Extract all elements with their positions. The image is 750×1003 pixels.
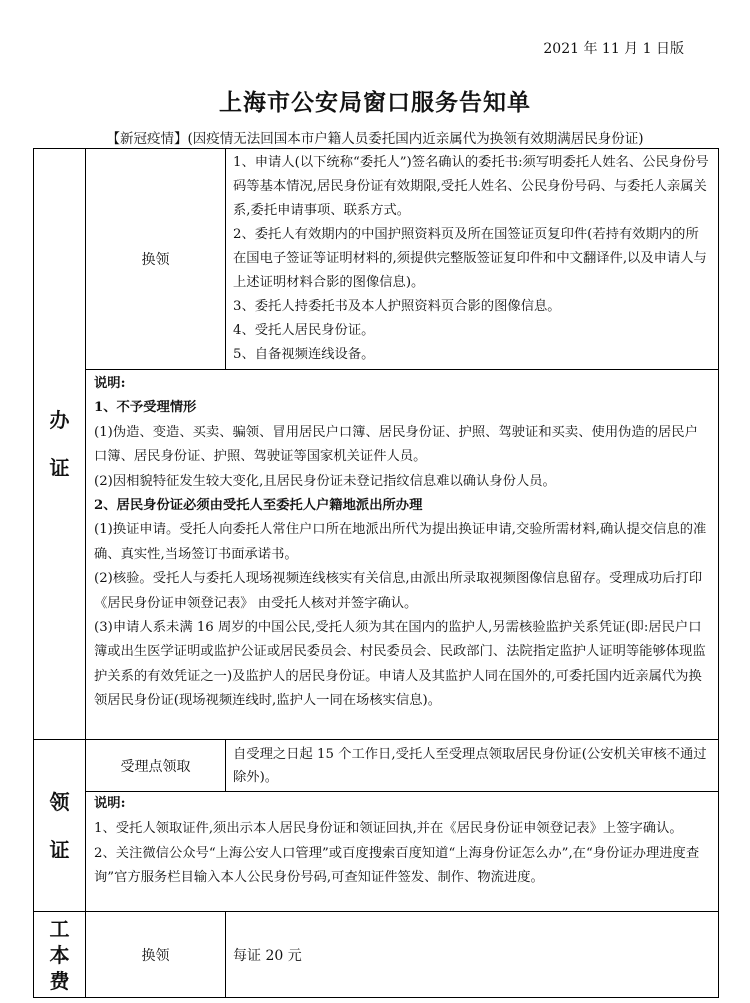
fee-amount: 每证 20 元 [226,912,719,998]
page-subtitle: 【新冠疫情】(因疫情无法回国本市户籍人员委托国内近亲属代为换领有效期满居民身份证) [106,131,644,147]
notes-title: 说明: [94,376,126,391]
apply-label-char-1: 办 [49,408,70,432]
service-notice-table [33,148,719,998]
materials-list [226,149,719,370]
notes-title: 说明: [94,796,126,811]
receive-label-char-1: 领 [49,789,70,814]
apply-section-label [34,149,86,740]
notes-paragraph: (1)换证申请。受托人向委托人常住户口所在地派出所代为提出换证申请,交验所需材料,确认提交信息的准确、真实性,当场签订书面承诺书。 [94,522,707,562]
notes-paragraph: 1、受托人领取证件,须出示本人居民身份证和领证回执,并在《居民身份证申领登记表》上签字确认。 [94,820,683,836]
notes-heading: 2、居民身份证必须由受托人至委托人户籍地派出所办理 [94,498,423,514]
fee-label-char-1: 工 [49,916,70,941]
material-item: 2、委托人有效期内的中国护照资料页及所在国签证页复印件(若持有效期内的所在国电子签证等证明材料的,须提供完整版签证复印件和中文翻译件,以及申请人与上述证明材料合影的图像信息)。 [233,227,707,290]
material-item: 5、自备视频连线设备。 [233,347,375,362]
apply-notes [86,370,719,740]
material-item: 4、受托人居民身份证。 [233,323,375,338]
apply-category: 换领 [86,149,226,370]
apply-label-char-2: 证 [49,456,70,480]
fee-label-char-3: 费 [49,968,70,993]
receive-detail: 自受理之日起 15 个工作日,受托人至受理点领取居民身份证(公安机关审核不通过除外)。 [226,740,719,792]
material-item: 3、委托人持委托书及本人护照资料页合影的图像信息。 [233,299,561,314]
fee-section-label [34,912,86,998]
version-date: 2021 年 11 月 1 日版 [543,41,684,57]
fee-category: 换领 [86,912,226,998]
notes-heading: 1、不予受理情形 [94,400,197,416]
notes-paragraph: (1)伪造、变造、买卖、骗领、冒用居民户口簿、居民身份证、护照、驾驶证和买卖、使用伪造的居民户口簿、居民身份证、护照、驾驶证等国家机关证件人员。 [94,424,698,465]
fee-label-char-2: 本 [49,942,70,967]
receive-section-label [34,740,86,912]
material-item: 1、申请人(以下统称“委托人”)签名确认的委托书:须写明委托人姓名、公民身份号码等基本情况,居民身份证有效期限,受托人姓名、公民身份号码、与委托人亲属关系,委托申请事项、联系方式。 [233,155,709,218]
notes-paragraph: 2、关注微信公众号“上海公安人口管理”或百度搜索百度知道“上海身份证怎么办”,在“身份证办理进度查询”官方服务栏目输入本人公民身份号码,可查知证件签发、制作、物流进度。 [94,845,700,886]
receive-label-char-2: 证 [49,837,70,862]
receive-category: 受理点领取 [86,740,226,792]
receive-notes [86,792,719,912]
notes-paragraph: (3)申请人系未满 16 周岁的中国公民,受托人须为其在国内的监护人,另需核验监护关系凭证(即:居民户口簿或出生医学证明或监护公证或居民委员会、村民委员会、民政部门、法院指定监护人证明等能够体现监护关系的有效凭证之一)及监护人的居民身份证。申请人及其监护人同在国外的,可委托国内近亲属代为换领居民身份证(现场视频连线时,监护人一同在场核实信息)。 [94,620,706,709]
notes-paragraph: (2)因相貌特征发生较大变化,且居民身份证未登记指纹信息难以确认身份人员。 [94,473,556,489]
page-title: 上海市公安局窗口服务告知单 [219,89,531,116]
notes-paragraph: (2)核验。受托人与委托人现场视频连线核实有关信息,由派出所录取视频图像信息留存。受理成功后打印《居民身份证申领登记表》 由受托人核对并签字确认。 [94,571,703,611]
